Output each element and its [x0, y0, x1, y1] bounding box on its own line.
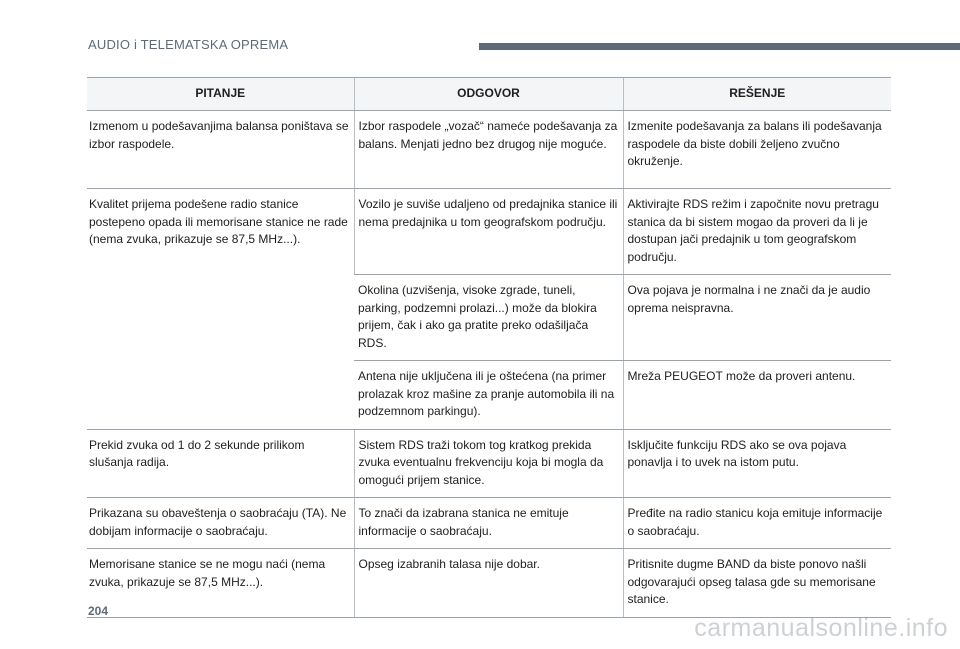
table-row [87, 498, 891, 549]
solution-cell: Pređite na radio stanicu koja emituje informacije o saobraćaju. [623, 498, 891, 549]
troubleshooting-table [87, 77, 891, 618]
solution-cell: Isključite funkciju RDS ako se ova pojava ponavlja i to uvek na istom putu. [623, 429, 891, 498]
question-cell: Kvalitet prijema podešene radio stanice postepeno opada ili memorisane stanice ne rade (nema zvuka, prikazuje se 87,5 MHz...). [87, 189, 354, 430]
answer-cell: Okolina (uzvišenja, visoke zgrade, tuneli, parking, podzemni prolazi...) može da blokira prijem, čak i ako ga pratite preko odašiljača RDS. [354, 275, 623, 361]
table-row [87, 549, 891, 618]
question-cell: Prikazana su obaveštenja o saobraćaju (TA). Ne dobijam informacije o saobraćaju. [87, 498, 354, 549]
column-header-answer: ODGOVOR [354, 78, 623, 111]
question-cell: Prekid zvuka od 1 do 2 sekunde prilikom slušanja radija. [87, 429, 354, 498]
answer-cell: To znači da izabrana stanica ne emituje informacije o saobraćaju. [354, 498, 623, 549]
table-row [87, 189, 891, 275]
section-title: AUDIO i TELEMATSKA OPREMA [88, 37, 289, 52]
question-cell: Izmenom u podešavanjima balansa poništava se izbor raspodele. [87, 111, 354, 189]
answer-cell: Antena nije uključena ili je oštećena (na primer prolazak kroz mašine za pranje automobila ili na podzemnom parkingu). [354, 361, 623, 430]
answer-cell: Sistem RDS traži tokom tog kratkog prekida zvuka eventualnu frekvenciju koja bi mogla da omogući prijem stanice. [354, 429, 623, 498]
answer-cell: Opseg izabranih talasa nije dobar. [354, 549, 623, 618]
table-row [87, 429, 891, 498]
solution-cell: Mreža PEUGEOT može da proveri antenu. [623, 361, 891, 430]
solution-cell: Izmenite podešavanja za balans ili podešavanja raspodele da biste dobili željeno zvučno okruženje. [623, 111, 891, 189]
header-bar [479, 43, 960, 50]
column-header-question: PITANJE [87, 78, 354, 111]
page-number: 204 [88, 604, 109, 618]
watermark: carmanualsonline.info [694, 614, 948, 642]
solution-cell: Pritisnite dugme BAND da biste ponovo našli odgovarajući opseg talasa gde su memorisane stanice. [623, 549, 891, 618]
answer-cell: Izbor raspodele „vozač“ nameće podešavanja za balans. Menjati jedno bez drugog nije moguće. [354, 111, 623, 189]
solution-cell: Aktivirajte RDS režim i započnite novu pretragu stanica da bi sistem mogao da proveri da li je dostupan jači predajnik u tom geografskom području. [623, 189, 891, 275]
table-row [87, 111, 891, 189]
question-cell: Memorisane stanice se ne mogu naći (nema zvuka, prikazuje se 87,5 MHz...). [87, 549, 354, 618]
answer-cell: Vozilo je suviše udaljeno od predajnika stanice ili nema predajnika u tom geografskom području. [354, 189, 623, 275]
solution-cell: Ova pojava je normalna i ne znači da je audio oprema neispravna. [623, 275, 891, 361]
table-header-row [87, 78, 891, 111]
column-header-solution: REŠENJE [623, 78, 891, 111]
